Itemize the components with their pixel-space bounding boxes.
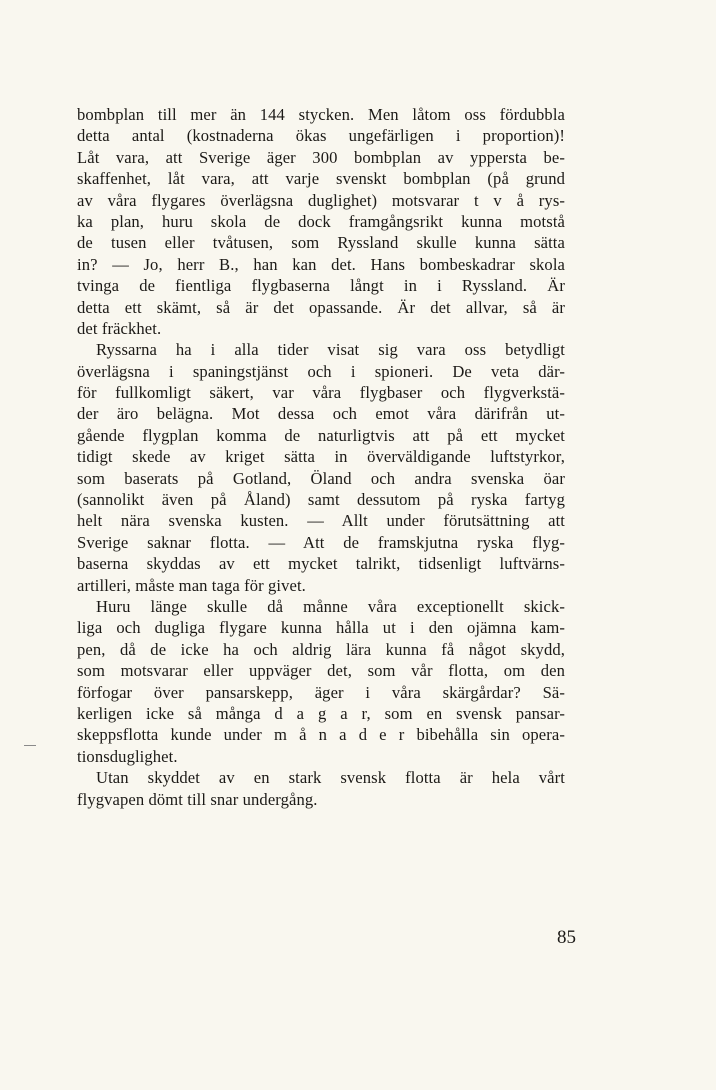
- text-line: helt nära svenska kusten. — Allt under förutsättning att: [77, 511, 565, 531]
- text-line: av våra flygares överlägsna duglighet) motsvarar t v å rys-: [77, 190, 565, 210]
- text-line: skeppsflotta kunde under m å n a d e r bibehålla sin opera-: [77, 725, 565, 745]
- text-line: liga och dugliga flygare kunna hålla ut i den ojämna kam-: [77, 618, 565, 638]
- text-line: överlägsna i spaningstjänst och i spioneri. De veta där-: [77, 361, 565, 381]
- text-line: som motsvarar eller uppväger det, som vår flotta, om den: [77, 661, 565, 681]
- text-line: detta antal (kostnaderna ökas ungefärligen i proportion)!: [77, 126, 565, 146]
- text-line: ka plan, huru skola de dock framgångsrikt kunna motstå: [77, 211, 565, 231]
- text-line: det fräckhet.: [77, 318, 162, 338]
- text-line: gående flygplan komma de naturligtvis att på ett mycket: [77, 425, 565, 445]
- text-line: bombplan till mer än 144 stycken. Men låtom oss fördubbla: [77, 105, 565, 124]
- text-line: skaffenhet, låt vara, att varje svenskt bombplan (på grund: [77, 169, 565, 189]
- margin-mark: [24, 745, 36, 746]
- text-line: tionsduglighet.: [77, 746, 178, 766]
- text-line: Utan skyddet av en stark svensk flotta är hela vårt: [96, 768, 565, 788]
- body-text: [77, 104, 565, 810]
- text-line: de tusen eller tvåtusen, som Ryssland skulle kunna sätta: [77, 233, 565, 253]
- text-line: in? — Jo, herr B., han kan det. Hans bombeskadrar skola: [77, 254, 565, 274]
- text-line: detta ett skämt, så är det opassande. Är det allvar, så är: [77, 297, 565, 317]
- text-line: för fullkomligt säkert, var våra flygbaser och flygverkstä-: [77, 383, 565, 403]
- text-line: Låt vara, att Sverige äger 300 bombplan av yppersta be-: [77, 147, 565, 167]
- text-line: tidigt skede av kriget sätta in överväldigande luftstyrkor,: [77, 447, 565, 467]
- text-line: artilleri, måste man taga för givet.: [77, 575, 306, 595]
- text-line: Sverige saknar flotta. — Att de framskjutna ryska flyg-: [77, 532, 565, 552]
- text-line: förfogar över pansarskepp, äger i våra skärgårdar? Sä-: [77, 682, 565, 702]
- text-line: flygvapen dömt till snar undergång.: [77, 789, 318, 809]
- text-line: Huru länge skulle då månne våra exceptionellt skick-: [96, 596, 565, 616]
- text-line: (sannolikt även på Åland) samt dessutom på ryska fartyg: [77, 490, 565, 510]
- text-line: der äro belägna. Mot dessa och emot våra därifrån ut-: [77, 404, 565, 424]
- text-line: tvinga de fientliga flygbaserna långt in i Ryssland. Är: [77, 276, 565, 296]
- text-line: baserna skyddas av ett mycket talrikt, tidsenligt luftvärns-: [77, 554, 565, 574]
- text-line: kerligen icke så många d a g a r, som en svensk pansar-: [77, 703, 565, 723]
- text-line: som baserats på Gotland, Öland och andra svenska öar: [77, 468, 565, 488]
- text-line: Ryssarna ha i alla tider visat sig vara oss betydligt: [96, 340, 565, 360]
- text-line: pen, då de icke ha och aldrig lära kunna få något skydd,: [77, 639, 565, 659]
- page-number: 85: [557, 927, 576, 948]
